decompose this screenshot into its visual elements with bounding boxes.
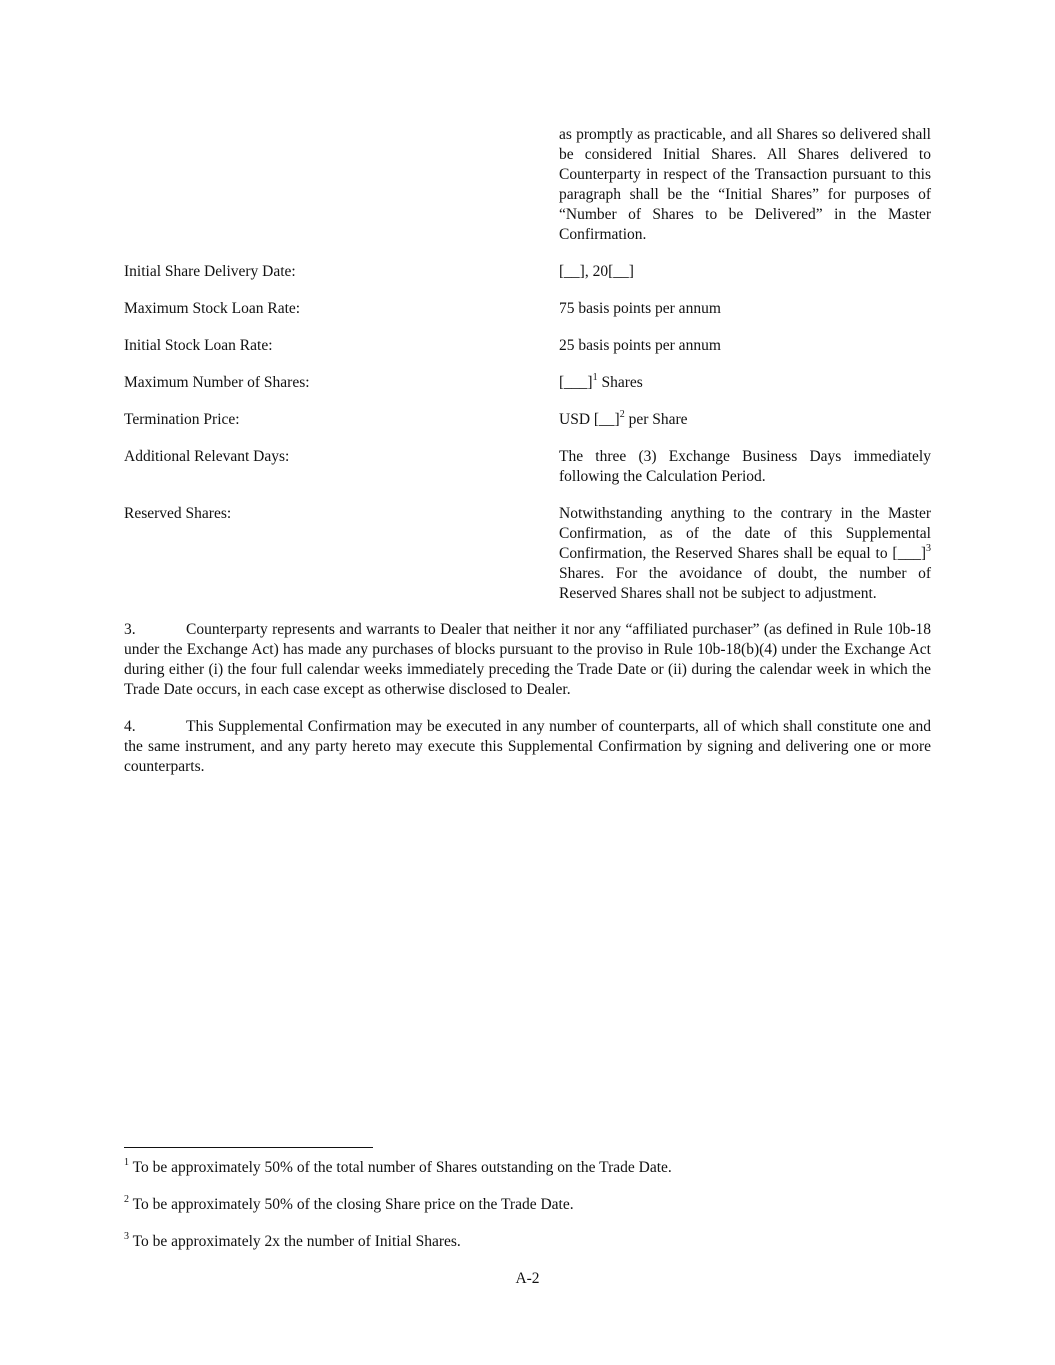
term-value-text: Shares	[597, 374, 643, 391]
paragraph-number: 4.	[124, 718, 136, 735]
term-value-text: Notwithstanding anything to the contrary in the Master Confirmation, as of the date of this Supplemental Confirmation, the Reserved Shares shall be equal to [___]	[559, 505, 931, 562]
footnote-divider	[124, 1147, 373, 1148]
term-label: Maximum Stock Loan Rate:	[124, 300, 301, 317]
footnote-mark: 1	[124, 1156, 129, 1168]
paragraph-text: This Supplemental Confirmation may be executed in any number of counterparts, all of which shall constitute one and the same instrument, and any party hereto may execute this Supplemental Confirmation by signing and delivering one or more counterparts.	[124, 718, 931, 775]
term-value: 25 basis points per annum	[559, 337, 721, 354]
paragraph-number: 3.	[124, 621, 136, 638]
term-label: Initial Share Delivery Date:	[124, 263, 296, 280]
term-value: [__], 20[__]	[559, 263, 634, 280]
footnote-text: To be approximately 50% of the closing Share price on the Trade Date.	[132, 1196, 574, 1213]
footnote-3	[124, 1232, 931, 1252]
term-value-text: per Share	[624, 411, 688, 428]
term-label: Termination Price:	[124, 411, 240, 428]
footnote-mark: 2	[124, 1193, 129, 1205]
footnote-1	[124, 1158, 931, 1178]
footnote-reference: 3	[926, 542, 931, 554]
footnote-2	[124, 1195, 931, 1215]
term-value	[559, 373, 931, 393]
term-value: The three (3) Exchange Business Days immediately following the Calculation Period.	[559, 448, 931, 485]
continuation-text: as promptly as practicable, and all Shares so delivered shall be considered Initial Shares. All Shares delivered to Counterparty in respect of the Transaction pursuant to this paragraph shall be the “Initial Shares” for purposes of “Number of Shares to be Delivered” in the Master Confirmation.	[559, 126, 931, 243]
term-value: 75 basis points per annum	[559, 300, 721, 317]
term-label: Maximum Number of Shares:	[124, 374, 310, 391]
paragraph-4	[124, 717, 931, 777]
term-label: Reserved Shares:	[124, 505, 232, 522]
footnote-text: To be approximately 2x the number of Initial Shares.	[132, 1233, 461, 1250]
term-value-text: [___]	[559, 374, 593, 391]
term-label: Additional Relevant Days:	[124, 448, 290, 465]
paragraph-text: Counterparty represents and warrants to Dealer that neither it nor any “affiliated purchaser” (as defined in Rule 10b-18 under the Exchange Act) has made any purchases of blocks pursuant to the proviso in Rule 10b-18(b)(4) under the Exchange Act during either (i) the four full calendar weeks immediately preceding the Trade Date or (ii) during the calendar week in which the Trade Date occurs, in each case except as otherwise disclosed to Dealer.	[124, 621, 931, 698]
term-value-text: Shares. For the avoidance of doubt, the number of Reserved Shares shall not be subject to adjustment.	[559, 565, 931, 602]
term-value	[559, 410, 931, 430]
page-number: A-2	[515, 1270, 540, 1287]
footnote-reference: 1	[592, 371, 598, 383]
term-label: Initial Stock Loan Rate:	[124, 337, 273, 354]
term-value-text: USD [__]	[559, 411, 620, 428]
footnote-reference: 2	[619, 408, 625, 420]
footnote-text: To be approximately 50% of the total number of Shares outstanding on the Trade Date.	[132, 1159, 672, 1176]
paragraph-3	[124, 620, 931, 700]
term-value	[559, 504, 931, 604]
footnote-mark: 3	[124, 1230, 129, 1242]
